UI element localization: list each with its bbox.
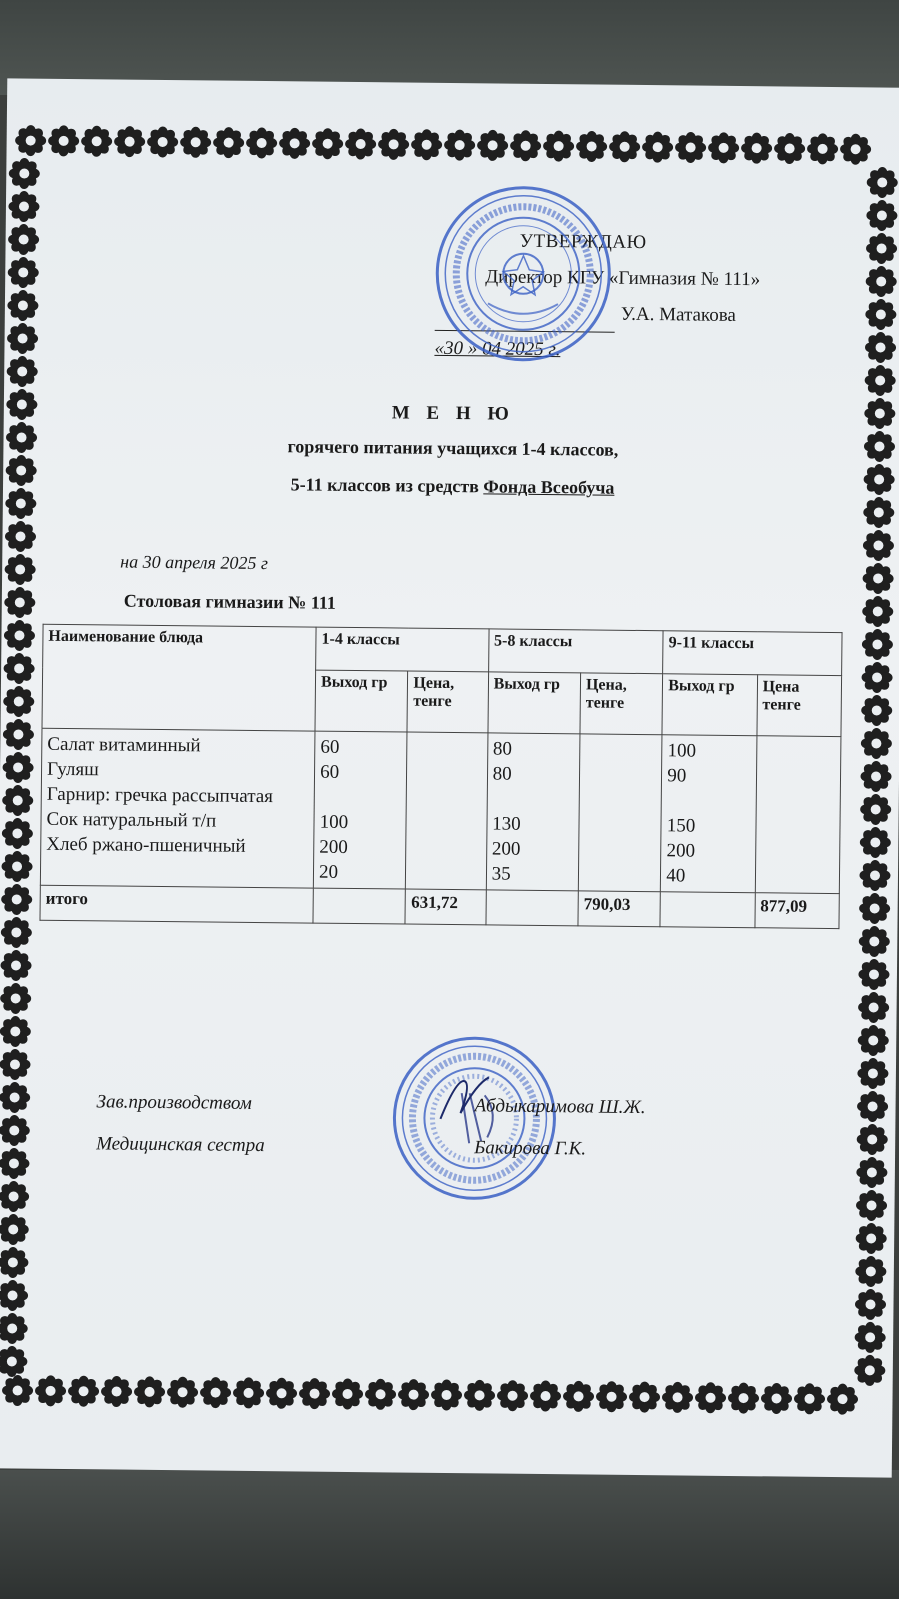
subtitle-prefix: 5-11 классов из средств bbox=[290, 474, 484, 497]
output-value: 100 bbox=[667, 740, 697, 762]
approval-heading: УТВЕРЖДАЮ bbox=[519, 230, 647, 254]
price-1-4 bbox=[406, 732, 488, 890]
document-sheet bbox=[0, 78, 899, 1477]
menu-title: М Е Н Ю bbox=[391, 402, 515, 425]
list-item: Хлеб ржано-пшеничный bbox=[46, 833, 246, 857]
output-value: 20 bbox=[318, 861, 339, 883]
list-item: Гуляш bbox=[46, 758, 99, 781]
output-value: 100 bbox=[319, 811, 349, 833]
name-nurse: Бакирова Г.К. bbox=[474, 1137, 587, 1160]
header-group-5-8: 5-8 классы bbox=[488, 629, 663, 674]
approval-date: «30 » 04 2025 г. bbox=[434, 337, 561, 361]
output-value: 80 bbox=[492, 738, 513, 760]
output-value: 60 bbox=[320, 761, 340, 783]
fund-name: Фонда Всеобуча bbox=[483, 476, 615, 498]
output-value: 150 bbox=[666, 815, 696, 837]
output-value: 35 bbox=[491, 863, 511, 885]
total-5-8: 790,03 bbox=[578, 891, 661, 927]
output-value: 200 bbox=[319, 836, 348, 858]
canteen-name: Столовая гимназии № 111 bbox=[123, 590, 336, 613]
table-header-row bbox=[43, 624, 842, 675]
total-9-11: 877,09 bbox=[755, 893, 840, 929]
role-nurse: Медицинская сестра bbox=[96, 1133, 265, 1157]
name-production-head: Абдыкаримова Ш.Ж. bbox=[474, 1095, 646, 1119]
subheader-price: Цена, тенге bbox=[407, 671, 488, 733]
price-5-8 bbox=[578, 734, 662, 892]
subheader-output: Выход гр bbox=[315, 670, 408, 732]
approval-position: Директор КГУ «Гимназия № 111» bbox=[485, 266, 761, 291]
list-item: Гарнир: гречка рассыпчатая bbox=[46, 783, 274, 808]
dish-list bbox=[40, 728, 315, 888]
output-value bbox=[492, 786, 574, 812]
subheader-price: Цена, тенге bbox=[580, 673, 663, 735]
list-item: Салат витаминный bbox=[47, 733, 201, 757]
total-empty bbox=[486, 890, 579, 926]
subheader-price: Цена тенге bbox=[757, 675, 842, 737]
menu-subtitle-2 bbox=[3, 471, 899, 501]
price-9-11 bbox=[755, 736, 841, 894]
output-value bbox=[320, 785, 402, 811]
approval-signer: У.А. Матакова bbox=[620, 303, 737, 326]
role-production-head: Зав.производством bbox=[96, 1091, 252, 1114]
subheader-output: Выход гр bbox=[488, 672, 581, 734]
output-9-11 bbox=[661, 735, 757, 893]
total-empty bbox=[313, 888, 406, 924]
total-label: итого bbox=[40, 885, 313, 923]
total-empty bbox=[660, 892, 755, 928]
background-bottom bbox=[0, 1470, 899, 1599]
menu-table bbox=[39, 624, 842, 929]
output-value: 200 bbox=[666, 840, 696, 862]
official-seal-top bbox=[432, 183, 614, 365]
output-value bbox=[667, 788, 751, 814]
output-value: 130 bbox=[492, 813, 521, 835]
header-group-1-4: 1-4 классы bbox=[316, 627, 489, 672]
output-value: 80 bbox=[492, 763, 512, 785]
output-5-8 bbox=[486, 733, 580, 891]
subheader-output: Выход гр bbox=[662, 674, 757, 736]
menu-date: на 30 апреля 2025 г bbox=[120, 551, 269, 574]
list-item: Сок натуральный т/п bbox=[46, 808, 217, 832]
header-group-9-11: 9-11 классы bbox=[663, 631, 842, 676]
output-value: 90 bbox=[667, 765, 687, 787]
menu-subtitle-1: горячего питания учащихся 1-4 классов, bbox=[287, 436, 619, 460]
output-value: 200 bbox=[491, 838, 521, 860]
table-row bbox=[40, 728, 841, 893]
total-1-4: 631,72 bbox=[405, 889, 486, 925]
table-total-row bbox=[40, 885, 839, 928]
header-dish-name: Наименование блюда bbox=[42, 624, 316, 731]
output-1-4 bbox=[313, 731, 407, 889]
output-value: 60 bbox=[320, 736, 340, 758]
output-value: 40 bbox=[666, 865, 686, 887]
